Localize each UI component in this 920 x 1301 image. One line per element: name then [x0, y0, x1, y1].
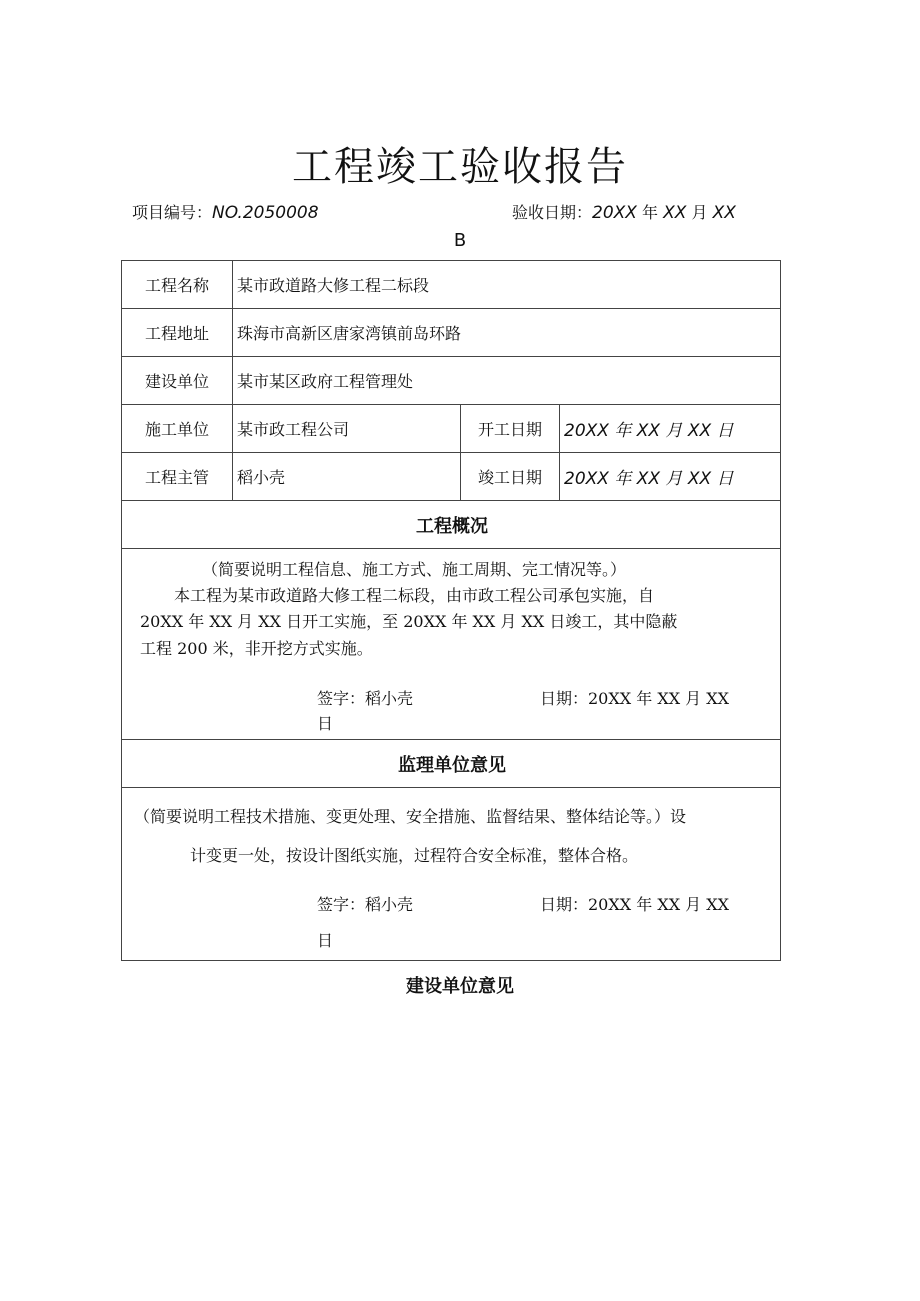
overview-line-1: 本工程为某市政道路大修工程二标段，由市政工程公司承包实施，自 — [174, 586, 655, 605]
finish-date-label: 竣工日期 — [461, 453, 560, 501]
overview-hint: （简要说明工程信息、施工方式、施工周期、完工情况等。） — [202, 560, 627, 579]
table-row — [122, 405, 781, 453]
supervisor-heading: 监理单位意见 — [122, 740, 781, 788]
overview-line-2: 20XX 年 XX 月 XX 日开工实施，至 20XX 年 XX 月 XX 日竣工，其中隐蔽 — [140, 612, 678, 631]
project-name-value: 某市政道路大修工程二标段 — [233, 261, 781, 309]
overview-line-3: 工程 200 米，非开挖方式实施。 — [140, 639, 373, 658]
address-label: 工程地址 — [122, 309, 233, 357]
acceptance-date-month-char: 月 — [691, 203, 708, 222]
overview-body — [122, 549, 781, 740]
start-date-label: 开工日期 — [461, 405, 560, 453]
supervisor-line-1: （简要说明工程技术措施、变更处理、安全措施、监督结果、整体结论等。）设 — [134, 807, 687, 826]
table-row — [122, 261, 781, 309]
table-row — [122, 740, 781, 788]
table-row — [122, 453, 781, 501]
supervisor-date: 日期：20XX 年 XX 月 XX — [540, 895, 730, 914]
overview-date-wrap: 日 — [317, 714, 334, 733]
table-row — [122, 788, 781, 961]
project-number-label: 项目编号： — [132, 203, 213, 222]
report-table — [121, 260, 781, 961]
finish-date-value: 20XX 年 XX 月 XX 日 — [560, 453, 781, 501]
contractor-label: 施工单位 — [122, 405, 233, 453]
supervisor-date-wrap: 日 — [317, 931, 334, 950]
start-date-value: 20XX 年 XX 月 XX 日 — [560, 405, 781, 453]
acceptance-date — [512, 200, 736, 223]
owner-label: 建设单位 — [122, 357, 233, 405]
acceptance-date-overflow: B — [453, 230, 467, 251]
acceptance-date-label: 验收日期： — [512, 203, 593, 222]
contractor-value: 某市政工程公司 — [233, 405, 461, 453]
owner-value: 某市某区政府工程管理处 — [233, 357, 781, 405]
overview-date: 日期：20XX 年 XX 月 XX — [540, 689, 730, 708]
acceptance-date-month-num: XX — [663, 203, 687, 223]
project-number — [132, 200, 319, 223]
project-name-label: 工程名称 — [122, 261, 233, 309]
table-row — [122, 501, 781, 549]
project-number-value: NO.2050008 — [212, 203, 319, 223]
owner-opinion-heading: 建设单位意见 — [406, 976, 514, 997]
overview-heading: 工程概况 — [122, 501, 781, 549]
acceptance-date-year-num: 20XX — [592, 203, 637, 223]
manager-label: 工程主管 — [122, 453, 233, 501]
supervisor-body — [122, 788, 781, 961]
acceptance-date-year-char: 年 — [642, 203, 659, 222]
table-row — [122, 549, 781, 740]
acceptance-date-day-num: XX — [712, 203, 736, 223]
overview-signature: 签字：稻小壳 — [317, 689, 414, 708]
address-value: 珠海市高新区唐家湾镇前岛环路 — [233, 309, 781, 357]
table-row — [122, 357, 781, 405]
table-row — [122, 309, 781, 357]
manager-value: 稻小壳 — [233, 453, 461, 501]
page-title: 工程竣工验收报告 — [292, 144, 628, 190]
supervisor-signature: 签字：稻小壳 — [317, 895, 414, 914]
supervisor-line-2: 计变更一处，按设计图纸实施，过程符合安全标准，整体合格。 — [190, 846, 639, 865]
